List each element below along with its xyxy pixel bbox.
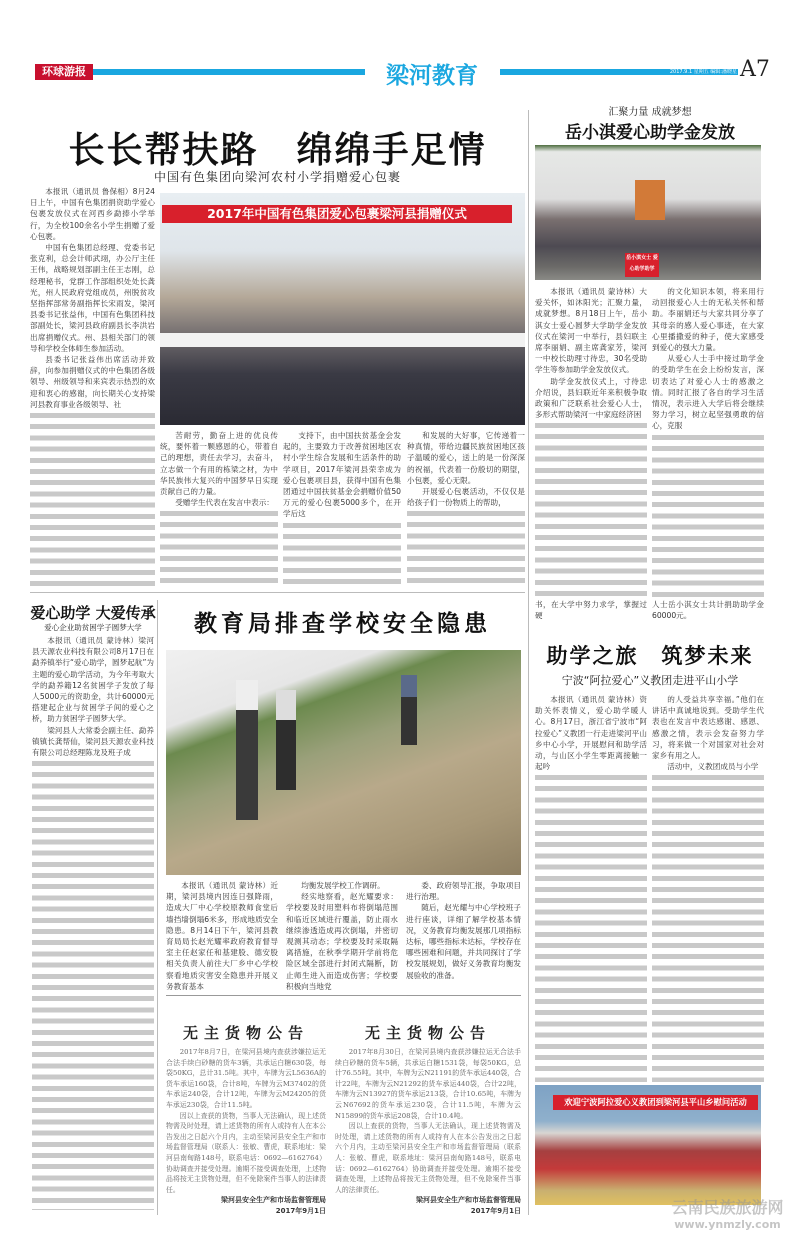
paragraph: 本报讯（通讯员 鲁保相）8月24日上午，中国有色集团捐资助学爱心包裹发放仪式在河西乡勐捧小学举行，为全校100余名小学生捐赠了爱心包裹。	[30, 187, 155, 241]
illegible-text	[535, 420, 647, 598]
a3-kicker: 汇聚力量 成就梦想	[608, 107, 692, 118]
a5-headline: 教育局排查学校安全隐患	[194, 611, 491, 637]
notice-1	[166, 1022, 326, 1217]
dateline: 2017.9.1 星期五 编辑:潘晓星	[669, 69, 737, 75]
notice-org: 梁河县安全生产和市场监督管理局	[221, 1196, 326, 1205]
paragraph: 本报讯（通讯员 蒙诗林）资助关怀表情义，爱心助学暖人心。8月17日，浙江省宁波市“阿拉爱心”义教团一行走进梁河平山乡中心小学，开展慰问和助学活动，与山区小学生零距离接触一起吟	[535, 695, 647, 772]
a4-subtitle: 宁波“阿拉爱心”义教团走进平山小学	[561, 674, 739, 687]
divider-horizontal	[166, 995, 521, 996]
paragraph-end: 人士岳小淇女士共计捐助助学金60000元。	[652, 599, 764, 620]
a5-column-3	[406, 880, 521, 980]
paragraph: 本报讯（通讯员 蒙诗林）近期，梁河县境内因连日强降雨，造成大厂中心学校原教师食堂后墙挡墙倒塌6米多，形成地质安全隐患。8月14日下午，梁河县教育局局长赵光耀率政府教育督导室主任赵家任和基建股、德安股相关负责人前往大厂乡中心学校察看地质灾害安全隐患并开展义务教育基本	[166, 881, 278, 991]
paragraph: 随后，赵光耀与中心学校班子进行座谈，详细了解学校基本情况，义务教育均衡发展那几项指标达标，哪些指标未达标，学校存在哪些困难和问题，并共同探讨了学校发展规划，做好义务教育均衡发展验收的准备。	[406, 903, 521, 980]
a1-photo	[160, 193, 525, 425]
a3-headline: 岳小淇爱心助学金发放	[565, 123, 735, 143]
paragraph: 受赠学生代表在发言中表示：	[175, 498, 274, 508]
a4-photo-banner: 欢迎宁波阿拉爱心义教团到梁河县平山乡慰问活动	[553, 1095, 758, 1110]
notice-body	[166, 1047, 326, 1195]
illegible-text	[535, 772, 647, 1082]
paragraph: 从爱心人士手中接过助学金的受助学生在会上纷纷发言，深切表达了对爱心人士的感激之情。同时汇报了各自的学习生活情况，表示进入大学后将会继续努力学习，树立起坚强勇敢的信心，克服	[652, 354, 764, 431]
divider-horizontal-left	[30, 592, 525, 593]
a4-photo	[535, 1085, 761, 1205]
paragraph-end: 书，在大学中努力求学，掌握过硬	[535, 599, 647, 620]
paragraph: 本报讯（通讯员 蒙诗林）大爱关怀，如沐阳光；汇聚力量，成就梦想。8月18日上午，岳小淇女士爱心圆梦大学助学金发放仪式在梁河一中举行，县妇联主席李丽娟、副主席龚家芳，梁河一中校长助理寸待忠，30名受助学生等参加助学金发放仪式。	[535, 287, 647, 375]
paragraph: 的文化知识本领，将来用行动回报爱心人士的无私关怀和帮助。李丽娟还与大家共同分享了其母亲的感人爱心事迹，在大家心里播撒爱的种子，使大家感受到爱心的强大力量。	[652, 287, 764, 353]
a1-column-1	[30, 186, 155, 586]
a3-column-2	[652, 286, 764, 621]
a1-photo-banner: 2017年中国有色集团爱心包裹梁河县捐赠仪式	[162, 205, 512, 223]
notice-date: 2017年9月1日	[275, 1207, 326, 1216]
paragraph: 助学金发放仪式上，寸待忠介绍说，县妇联近年来积极争取政策和广泛联系社会爱心人士，多形式帮助梁河一中家庭经济困	[535, 376, 647, 420]
illegible-text	[652, 432, 764, 599]
a1-subtitle: 中国有色集团向梁河农村小学捐赠爱心包裹	[153, 170, 401, 184]
a2-subtitle: 爱心企业助贫困学子圆梦大学	[44, 623, 142, 632]
photo-table	[160, 333, 525, 347]
paragraph: 苦耐劳，勤奋上进的优良传统，要怀着一颗感恩的心，带着自己的理想，责任去学习，去奋斗，立志做一个有用的栋梁之材，为中华民族伟大复兴的中国梦早日实现贡献自己的力量。	[160, 431, 278, 497]
paragraph: 经实地察看，赵光耀要求：学校要及时用塑料布将倒塌范围和临近区域进行覆盖，防止雨水继续渗透造成再次倒塌，并密切观测其动态；学校要及时采取隔离措施，在秋季学期开学前将危险区域全部进行封闭式隔断，防止师生进入而造成伤害；学校要积极向当地党	[286, 892, 398, 991]
paper-logo: 环球游报	[35, 64, 93, 80]
paragraph: 2017年8月7日，在梁河县境内查获涉嫌拉运无合法手续白砂糖的货车3辆，共承运白糖630袋，每袋50KG，总计31.5吨。其中，车牌为云L5636A的货车承运160袋，合计8吨，车牌为云M37402的货车承运240袋，合计12吨，车牌为云M24205的货车承运230袋，合计11.5吨。	[166, 1048, 326, 1109]
a3-photo-banner: 岳小淇女士 爱心助学助学	[625, 253, 659, 277]
illegible-text	[283, 520, 401, 585]
a1-column-2	[160, 430, 278, 585]
illegible-text	[30, 410, 155, 586]
paragraph: 因以上查获的货物，当事人无法确认，现上述货物需及时处理，请上述货物的所有人或持有人在本公告发出之日起六个月内，主动至梁河县安全生产和市场监督管理局（联系人：张敏、曹虎，联系地址：梁河县南甸路148号，联系电话：0692—6162764）协助调查并接受处理。逾期不接受调查处理，上述物品将按无主货物处理，但不免除案件当事人的法律责任。	[335, 1122, 521, 1194]
person	[236, 680, 258, 820]
section-title: 梁河教育	[386, 63, 478, 89]
divider-vertical-left	[157, 600, 158, 1215]
masthead-rule-left	[93, 69, 365, 75]
watermark-url: www.ynmzly.com	[674, 1218, 781, 1231]
a4-column-2	[652, 694, 764, 1082]
a5-photo	[166, 650, 521, 875]
a2-column	[32, 635, 154, 1210]
paragraph: 支持下，由中国扶贫基金会发起的，主要致力于改善贫困地区农村小学生综合发展和生活条件的助学项目，2017年梁河县荣幸成为爱心包裹项目县，获得中国有色集团通过中国扶贫基金会捐赠价值50万元的爱心包裹5000多个，在开学后这	[283, 431, 401, 519]
a3-photo	[535, 145, 761, 280]
a5-column-1	[166, 880, 278, 991]
portrait	[635, 180, 665, 220]
paragraph: 中国有色集团总经理、党委书记张克利，总会计师武翊，办公厅主任王伟，战略规划部副主任王志刚，总经理秘书，党群工作部组织处处长龚光，州人民政府党组成员，州脱贫攻坚指挥部常务副指挥长宋雨发，梁河县委书记张益伟，中国有色集团科技部副处长，梁河县政府副县长李洪岩出席捐赠仪式。州、县相关部门的领导和学校全体师生参加活动。	[30, 243, 155, 353]
paragraph: 2017年8月30日，在梁河县境内查获涉嫌拉运无合法手续白砂糖的货车5辆，共承运白糖1531袋，每袋50KG，总计76.55吨。其中，车牌为云N21191的货车承运440袋，合计22吨，车牌为云N21292的货车承运440袋，合计22吨，车牌为云N13927的货车承运213袋，合计10.65吨，车牌为云N67692的货车承运230袋，合计11.5吨，车牌为云N15899的货车承运208袋，合计10.4吨。	[335, 1048, 521, 1120]
notice-2	[335, 1022, 521, 1217]
notice-title: 无主货物公告	[182, 1024, 309, 1042]
person	[401, 675, 417, 745]
a1-column-3	[283, 430, 401, 585]
a4-column-1	[535, 694, 647, 1082]
illegible-text	[160, 508, 278, 585]
illegible-text	[652, 772, 764, 1082]
paragraph: 梁河县人大常委会副主任、勐养镇镇长龚帮仙，梁河县天源农业科技有限公司总经理陈龙及班子成	[32, 725, 154, 758]
a5-column-2	[286, 880, 398, 991]
notice-org: 梁河县安全生产和市场监督管理局	[416, 1196, 521, 1205]
person	[276, 690, 296, 790]
paragraph: 活动中，义教团成员与小学	[667, 762, 759, 772]
a1-headline: 长长帮扶路 绵绵手足情	[68, 130, 487, 171]
a1-column-4	[407, 430, 525, 585]
paragraph: 因以上查获的货物，当事人无法确认，现上述货物需及时处理，请上述货物的所有人或持有人在本公告发出之日起六个月内，主动至梁河县安全生产和市场监督管理局（联系人：张敏、曹虎，联系地址：梁河县南甸路148号，联系电话：0692—6162764）协助调查并接受处理。逾期不接受调查处理，上述物品将按无主货物处理，但不免除案件当事人的法律责任。	[166, 1111, 326, 1194]
paragraph: 和发展的大好事，它传递着一种真情，带给边疆民族贫困地区孩子温暖的爱心，送上的是一份深深的祝福，代表着一份殷切的期望，小包裹，爱心无限。	[407, 431, 525, 485]
illegible-text	[407, 508, 525, 585]
masthead	[35, 57, 770, 89]
paragraph: 均衡发展学校工作调研。	[301, 881, 385, 890]
divider-vertical	[528, 110, 529, 1215]
a2-headline: 爱心助学 大爱传承	[30, 604, 156, 622]
paragraph: 的人受益共享幸福。”他们在讲话中真诚地说到。受助学生代表也在发言中表达感谢、感恩、感激之情，表示会发奋努力学习，将来做一个对国家对社会对家乡有用之人。	[652, 695, 764, 761]
paragraph: 县委书记张益伟出席活动并致辞，向参加捐赠仪式的中色集团各级领导、州级领导和来宾表示热烈的欢迎和衷心的感谢，向长期关心支持梁河县教育事业各级领导、社	[30, 355, 155, 409]
watermark	[660, 1195, 795, 1231]
a4-headline: 助学之旅 筑梦未来	[546, 644, 754, 668]
paragraph: 开展爱心包裹活动，不仅仅是给孩子们一份物质上的帮助，	[407, 487, 525, 508]
paragraph: 委、政府领导汇报，争取项目进行治理。	[406, 881, 521, 902]
illegible-text	[32, 758, 154, 1210]
paragraph: 本报讯（通讯员 蒙诗林）梁河县天源农业科技有限公司8月17日在勐养镇举行“爱心助学，圆梦起航”为主题的爱心助学活动，为今年考取大学的勐养籍12名贫困学子发放了每人5000元的资助金，共计60000元搭建起企业与贫困学子间的爱心之桥，助力贫困学子圆梦大学。	[32, 636, 154, 724]
watermark-name: 云南民族旅游网	[671, 1198, 784, 1217]
notice-date: 2017年9月1日	[470, 1207, 521, 1216]
notice-title: 无主货物公告	[364, 1024, 491, 1042]
page-number: A7	[740, 57, 770, 82]
a3-column-1	[535, 286, 647, 621]
notice-body	[335, 1047, 521, 1195]
